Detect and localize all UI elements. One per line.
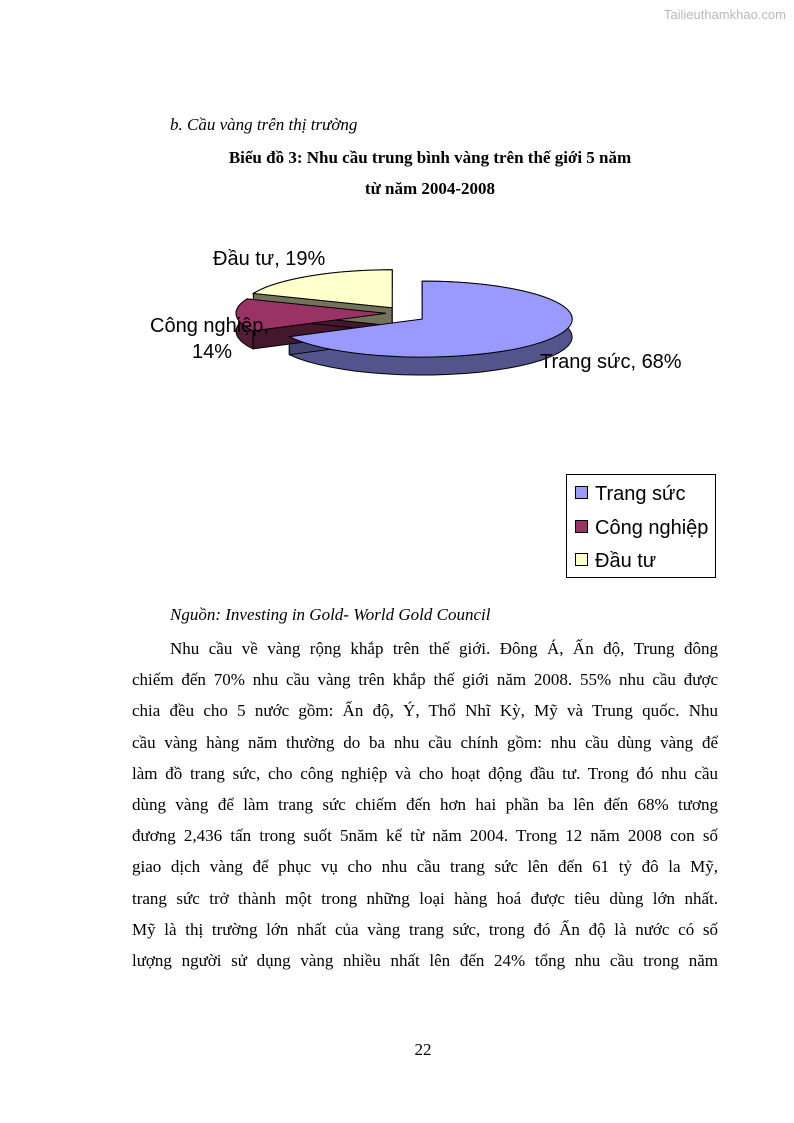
paragraph-line: cầu vàng hàng năm thường do ba nhu cầu chính gồm: nhu cầu dùng vàng để	[132, 732, 718, 752]
label-dau-tu: Đầu tư, 19%	[213, 248, 326, 270]
legend-label: Công nghiệp	[595, 517, 709, 539]
legend-swatch-dau-tu	[575, 553, 588, 566]
legend-label: Trang sức	[595, 483, 686, 505]
paragraph-line: lượng người sử dụng vàng nhiều nhất lên đến 24% tổng nhu cầu trong năm	[132, 950, 718, 970]
label-cong-nghiep-value: 14%	[192, 341, 233, 363]
legend-swatch-cong-nghiep	[575, 520, 588, 533]
paragraph-line: Mỹ là thị trường lớn nhất của vàng trang sức, trong đó Ấn độ là nước có số	[132, 919, 718, 939]
chart-title: Biểu đồ 3: Nhu cầu trung bình vàng trên thế giới 5 năm	[228, 148, 632, 167]
page-number: 22	[414, 1040, 432, 1059]
legend-item-cong-nghiep	[575, 517, 708, 540]
source-note: Nguồn: Investing in Gold- World Gold Council	[170, 605, 491, 624]
paragraph-line: giao dịch vàng để phục vụ cho nhu cầu trang sức lên đến 61 tỷ đô la Mỹ,	[132, 857, 718, 877]
chart-title-subline: từ năm 2004-2008	[364, 179, 496, 198]
label-trang-suc: Trang sức, 68%	[540, 351, 682, 373]
label-cong-nghiep: Công nghiệp,	[150, 315, 269, 337]
chart-legend	[566, 474, 716, 578]
paragraph-line: trang sức trở thành một trong những loại hàng hoá được tiêu dùng lớn nhất.	[132, 888, 718, 908]
paragraph-line: làm đồ trang sức, cho công nghiệp và cho hoạt động đầu tư. Trong đó nhu cầu	[132, 763, 718, 783]
paragraph-line: đương 2,436 tấn trong suốt 5năm kể từ năm 2004. Trong 12 năm 2008 con số	[132, 826, 718, 846]
legend-item-trang-suc	[575, 483, 685, 506]
paragraph-line: dùng vàng để làm trang sức chiếm đến hơn hai phần ba lên đến 68% tương	[132, 794, 718, 814]
legend-item-dau-tu	[575, 550, 656, 573]
legend-label: Đầu tư	[595, 550, 657, 572]
legend-swatch-trang-suc	[575, 486, 588, 499]
paragraph-line: Nhu cầu về vàng rộng khắp trên thế giới. Đông Á, Ấn độ, Trung đông	[170, 639, 718, 658]
section-heading: b. Cầu vàng trên thị trường	[170, 115, 358, 134]
paragraph-line: chia đều cho 5 nước gồm: Ấn độ, Ý, Thổ Nhĩ Kỳ, Mỹ và Trung quốc. Nhu	[132, 701, 718, 721]
body-paragraph	[132, 633, 718, 976]
paragraph-line: chiếm đến 70% nhu cầu vàng trên khắp thế giới năm 2008. 55% nhu cầu được	[132, 670, 718, 690]
watermark: Tailieuthamkhao.com	[663, 7, 786, 22]
